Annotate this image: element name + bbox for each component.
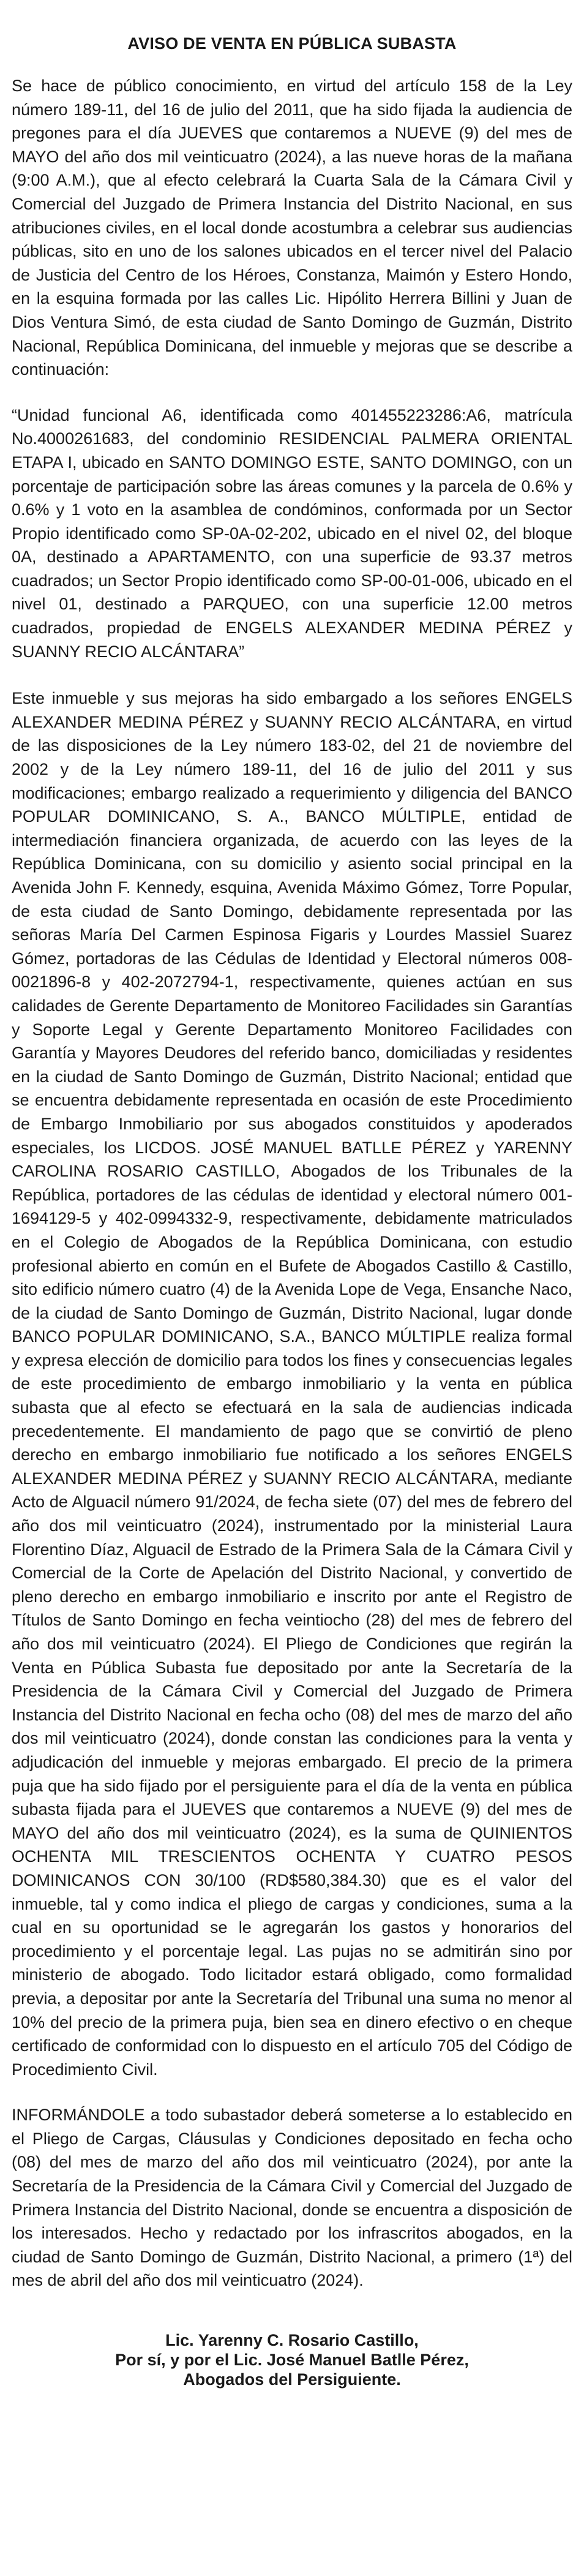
signature-line-1: Lic. Yarenny C. Rosario Castillo, bbox=[165, 2331, 419, 2350]
signature-line-3: Abogados del Persiguiente. bbox=[183, 2370, 401, 2389]
intro-paragraph: Se hace de público conocimiento, en virtud del artículo 158 de la Ley número 189-11, del 16 de julio del 2011, que ha sido fijada la audiencia de pregones para el día JUEVES que contaremos a NUEVE (9) del mes de MAYO del año dos mil veinticuatro (2024), a las nueve horas de la mañana (9:00 A.M.), que al efecto celebrará la Cuarta Sala de la Cámara Civil y Comercial del Juzgado de Primera Instancia del Distrito Nacional, en sus atribuciones civiles, en el local donde acostumbra a celebrar sus audiencias públicas, sito en uno de los salones ubicados en el tercer nivel del Palacio de Justicia del Centro de los Héroes, Constanza, Maimón y Estero Hondo, en la esquina formada por las calles Lic. Hipólito Herrera Billini y Juan de Dios Ventura Simó, de esta ciudad de Santo Domingo de Guzmán, Distrito Nacional, República Dominicana, del inmueble y mejoras que se describe a continuación: bbox=[12, 77, 572, 379]
signature-block bbox=[12, 2330, 572, 2389]
property-description-paragraph: “Unidad funcional A6, identificada como 401455223286:A6, matrícula No.4000261683, del condominio RESIDENCIAL PALMERA ORIENTAL ETAPA I, ubicado en SANTO DOMINGO ESTE, SANTO DOMINGO, con un porcentaje de participación sobre las áreas comunes y la parcela de 0.6% y 0.6% y 1 voto en la asamblea de condóminos, conformada por un Sector Propio identificado como SP-0A-02-202, ubicado en el nivel 02, del bloque 0A, destinado a APARTAMENTO, con una superficie de 93.37 metros cuadrados; un Sector Propio identificado como SP-00-01-006, ubicado en el nivel 01, destinado a PARQUEO, con una superficie 12.00 metros cuadrados, propiedad de ENGELS ALEXANDER MEDINA PÉREZ y SUANNY RECIO ALCÁNTARA” bbox=[12, 405, 572, 661]
signature-line-2: Por sí, y por el Lic. José Manuel Batlle Pérez, bbox=[115, 2351, 469, 2370]
seizure-details-paragraph: Este inmueble y sus mejoras ha sido embargado a los señores ENGELS ALEXANDER MEDINA PÉREZ y SUANNY RECIO ALCÁNTARA, en virtud de las disposiciones de la Ley número 183-02, del 21 de noviembre del 2002 y de la Ley número 189-11, del 16 de julio del 2011 y sus modificaciones; embargo realizado a requerimiento y diligencia del BANCO POPULAR DOMINICANO, S. A., BANCO MÚLTIPLE, entidad de intermediación financiera organizada, de acuerdo con las leyes de la República Dominicana, con su domicilio y asiento social principal en la Avenida John F. Kennedy, esquina, Avenida Máximo Gómez, Torre Popular, de esta ciudad de Santo Domingo, debidamente representada por las señoras María Del Carmen Espinosa Figaris y Lourdes Massiel Suarez Gómez, portadoras de las Cédulas de Identidad y Electoral números 008-0021896-8 y 402-2072794-1, respectivamente, quienes actúan en sus calidades de Gerente Departamento de Monitoreo Facilidades sin Garantías y Soporte Legal y Gerente Departamento Monitoreo Facilidades con Garantía y Mayores Deudores del referido banco, domiciliadas y residentes en la ciudad de Santo Domingo de Guzmán, Distrito Nacional; entidad que se encuentra debidamente representada en ocasión de este Procedimiento de Embargo Inmobiliario por sus abogados constituidos y apoderados especiales, los LICDOS. JOSÉ MANUEL BATLLE PÉREZ y YARENNY CAROLINA ROSARIO CASTILLO, Abogados de los Tribunales de la República, portadores de las cédulas de identidad y electoral número 001-1694129-5 y 402-0994332-9, respectivamente, debidamente matriculados en el Colegio de Abogados de la República Dominicana, con estudio profesional abierto en común en el Bufete de Abogados Castillo & Castillo, sito edificio número cuatro (4) de la Avenida Lope de Vega, Ensanche Naco, de la ciudad de Santo Domingo de Guzmán, Distrito Nacional, lugar donde BANCO POPULAR DOMINICANO, S.A., BANCO MÚLTIPLE realiza formal y expresa elección de domicilio para todos los fines y consecuencias legales de este procedimiento de embargo inmobiliario y la venta en pública subasta que al efecto se efectuará en la sala de audiencias indicada precedentemente. El mandamiento de pago que se convirtió de pleno derecho en embargo inmobiliario fue notificado a los señores ENGELS ALEXANDER MEDINA PÉREZ y SUANNY RECIO ALCÁNTARA, mediante Acto de Alguacil número 91/2024, de fecha siete (07) del mes de febrero del año dos mil veinticuatro (2024), instrumentado por la ministerial Laura Florentino Díaz, Alguacil de Estrado de la Primera Sala de la Cámara Civil y Comercial de la Corte de Apelación del Distrito Nacional, y convertido de pleno derecho en embargo inmobiliario e inscrito por ante el Registro de Títulos de Santo Domingo en fecha veintiocho (28) del mes de febrero del año dos mil veinticuatro (2024). El Pliego de Condiciones que regirán la Venta en Pública Subasta fue depositado por ante la Secretaría de la Presidencia de la Cámara Civil y Comercial del Juzgado de Primera Instancia del Distrito Nacional en fecha ocho (08) del mes de marzo del año dos mil veinticuatro (2024), donde constan las condiciones para la venta y adjudicación del inmueble y mejoras embargado. El precio de la primera puja que ha sido fijado por el persiguiente para el día de la venta en pública subasta fijada para el JUEVES que contaremos a NUEVE (9) del mes de MAYO del año dos mil veinticuatro (2024), es la suma de QUINIENTOS OCHENTA MIL TRESCIENTOS OCHENTA Y CUATRO PESOS DOMINICANOS CON 30/100 (RD$580,384.30) que es el valor del inmueble, tal y como indica el pliego de cargas y condiciones, suma a la cual en su oportunidad se le agregarán los gastos y honorarios del procedimiento y el porcentaje legal. Las pujas no se admitirán sino por ministerio de abogado. Todo licitador estará obligado, como formalidad previa, a depositar por ante la Secretaría del Tribunal una suma no menor al 10% del precio de la primera puja, bien sea en dinero efectivo o en cheque certificado de conformidad con lo dispuesto en el artículo 705 del Código de Procedimiento Civil. bbox=[12, 689, 572, 2079]
notice-title: AVISO DE VENTA EN PÚBLICA SUBASTA bbox=[127, 34, 457, 53]
closing-paragraph: INFORMÁNDOLE a todo subastador deberá someterse a lo establecido en el Pliego de Cargas, Cláusulas y Condiciones depositado en fecha ocho (08) del mes de marzo del año dos mil veinticuatro (2024), por ante la Secretaría de la Presidencia de la Cámara Civil y Comercial del Juzgado de Primera Instancia del Distrito Nacional, donde se encuentra a disposición de los interesados. Hecho y redactado por los infrascritos abogados, en la ciudad de Santo Domingo de Guzmán, Distrito Nacional, a primero (1ª) del mes de abril del año dos mil veinticuatro (2024). bbox=[12, 2106, 572, 2290]
